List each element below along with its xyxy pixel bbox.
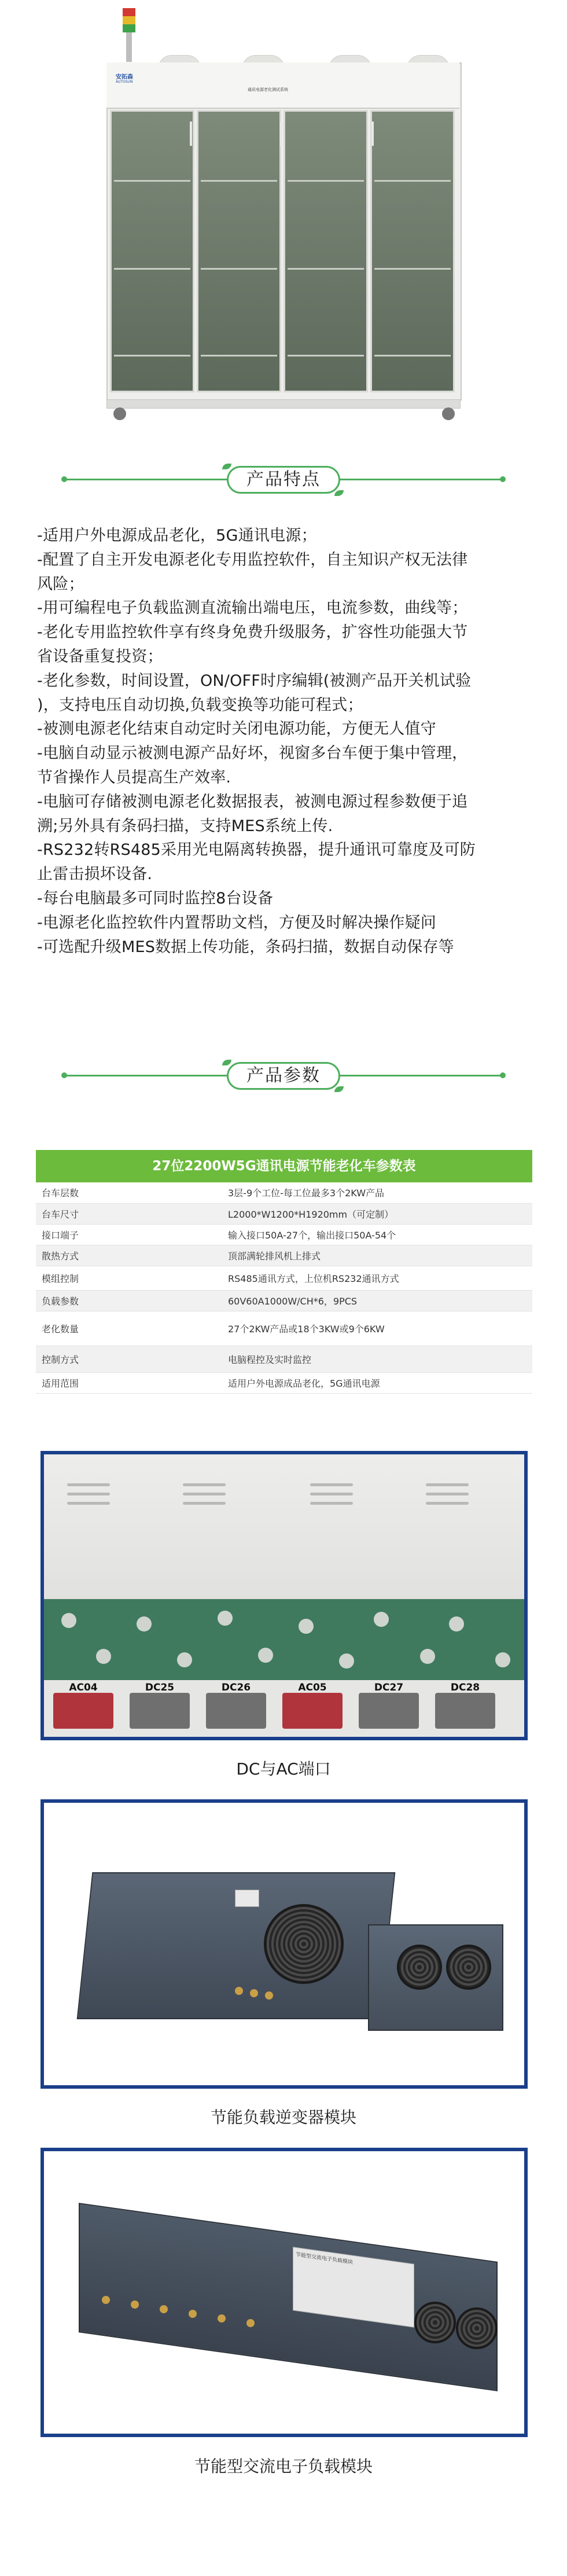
cabinet-door <box>110 110 194 392</box>
spec-plate <box>235 1890 259 1907</box>
feature-line: -被测电源老化结束自动定时关闭电源功能，方便无人值守 <box>37 720 436 738</box>
ports-caption: DC与AC端口 <box>236 1759 331 1778</box>
param-key: 接口端子 <box>36 1224 222 1245</box>
param-key: 老化数量 <box>36 1311 222 1346</box>
table-row <box>36 1224 532 1245</box>
vent-slot <box>67 1493 110 1495</box>
terminal-connector <box>160 2305 168 2313</box>
feature-line: -老化专用监控软件享有终身免费升级服务，扩容性功能强大节 <box>37 623 468 642</box>
features-heading-label: 产品特点 <box>227 466 340 494</box>
board-hole <box>61 1613 76 1628</box>
leaf-ornament-icon <box>334 490 344 496</box>
heading-dot <box>500 476 506 482</box>
vent-slot <box>183 1502 226 1505</box>
table-row <box>36 1182 532 1203</box>
port-label: DC27 <box>374 1682 404 1693</box>
features-heading <box>0 455 567 508</box>
shelf <box>201 268 277 270</box>
feature-line: -老化参数，时间设置，ON/OFF时序编辑(被测产品开关机试验 <box>37 671 472 690</box>
param-value: RS485通讯方式，上位机RS232通讯方式 <box>222 1266 532 1290</box>
feature-line: 溯;另外具有条码扫描，支持MES系统上传. <box>37 817 333 835</box>
feature-line: -适用户外电源成品老化，5G通讯电源； <box>37 527 317 545</box>
signal-lamp-yellow <box>123 16 135 24</box>
cabinet-label: 通讯电源老化测试系统 <box>248 87 288 92</box>
caster-wheel <box>442 407 455 420</box>
feature-line: -配置了自主开发电源老化专用监控软件，自主知识产权无法律 <box>37 550 468 569</box>
param-table <box>36 1150 532 1394</box>
leaf-ornament-icon <box>222 1060 231 1065</box>
param-key: 台车层数 <box>36 1182 222 1203</box>
table-row <box>36 1245 532 1266</box>
feature-line: )，支持电压自动切换,负载变换等功能可程式； <box>37 696 363 714</box>
param-value: 电脑程控及实时监控 <box>222 1346 532 1372</box>
cabinet-door <box>370 110 455 392</box>
heading-line-left <box>65 1075 228 1076</box>
table-row <box>36 1346 532 1372</box>
terminal-connector <box>218 2314 226 2323</box>
feature-line: -RS232转RS485采用光电隔离转换器，提升通讯可靠度及可防 <box>37 841 476 859</box>
table-row <box>36 1372 532 1393</box>
heading-line-left <box>65 479 228 480</box>
dc-port <box>359 1693 419 1729</box>
ports-photo-wall <box>44 1454 524 1599</box>
dc-port <box>130 1693 190 1729</box>
leaf-ornament-icon <box>334 1086 344 1092</box>
shelf <box>288 180 364 182</box>
feature-line: -用可编程电子负载监测直流输出端电压，电流参数，曲线等； <box>37 599 468 618</box>
cabinet-door <box>197 110 281 392</box>
terminal-connector <box>102 2296 110 2304</box>
cooling-fan-icon <box>456 2307 498 2349</box>
param-key: 散热方式 <box>36 1245 222 1266</box>
cabinet-door <box>284 110 368 392</box>
load-module-plate: 节能型交流电子负载模块 <box>293 2247 414 2328</box>
vent-slot <box>183 1483 226 1486</box>
load-caption: 节能型交流电子负载模块 <box>194 2457 373 2476</box>
aging-cabinet-photo <box>97 0 469 422</box>
vent-slot <box>67 1483 110 1486</box>
board-hole <box>218 1611 233 1626</box>
shelf <box>288 268 364 270</box>
cooling-fan-icon <box>397 1945 442 1990</box>
shelf <box>374 268 451 270</box>
shelf <box>114 355 190 357</box>
shelf <box>201 355 277 357</box>
port-label: AC05 <box>298 1682 327 1693</box>
shelf <box>114 180 190 182</box>
door-handle <box>190 122 192 146</box>
inverter-caption: 节能负载逆变器模块 <box>210 2108 356 2127</box>
heading-dot <box>500 1072 506 1078</box>
board-hole <box>449 1616 464 1631</box>
params-heading-label: 产品参数 <box>227 1062 340 1090</box>
feature-line: -可选配升级MES数据上传功能，条码扫描，数据自动保存等 <box>37 938 454 956</box>
board-hole <box>420 1649 435 1664</box>
heading-line-right <box>340 1075 503 1076</box>
board-hole <box>374 1612 389 1627</box>
param-value: 适用户外电源成品老化，5G通讯电源 <box>222 1372 532 1393</box>
board-hole <box>495 1652 510 1667</box>
dc-port <box>435 1693 495 1729</box>
param-value: 27个2KW产品或18个3KW或9个6KW <box>222 1311 532 1346</box>
port-label: DC25 <box>145 1682 175 1693</box>
port-label: DC28 <box>450 1682 480 1693</box>
feature-line: 风险； <box>37 575 84 593</box>
terminal-connector <box>131 2301 139 2309</box>
load-module-unit <box>79 2203 498 2391</box>
feature-line: 省设备重复投资； <box>37 647 163 666</box>
terminal-connector <box>235 1987 243 1995</box>
board-hole <box>339 1653 354 1669</box>
cabinet-top-panel <box>106 63 459 109</box>
shelf <box>201 180 277 182</box>
leaf-ornament-icon <box>222 464 231 469</box>
caster-wheel <box>113 407 126 420</box>
table-row <box>36 1266 532 1290</box>
shelf <box>288 355 364 357</box>
door-handle <box>280 122 282 146</box>
signal-lamp-red <box>123 8 135 16</box>
param-key: 控制方式 <box>36 1346 222 1372</box>
vent-slot <box>67 1502 110 1505</box>
param-value: 顶部满轮排风机上排式 <box>222 1245 532 1266</box>
ports-photo-board <box>44 1599 524 1680</box>
feature-line: 节省操作人员提高生产效率. <box>37 768 231 787</box>
inverter-photo-frame <box>41 1799 528 2089</box>
features-list <box>37 524 535 959</box>
cabinet-base <box>106 399 461 409</box>
terminal-connector <box>250 1989 258 1997</box>
param-value: 60V60A1000W/CH*6，9PCS <box>222 1290 532 1311</box>
door-handle <box>371 122 374 146</box>
port-label: AC04 <box>69 1682 98 1693</box>
vent-slot <box>426 1493 469 1495</box>
board-hole <box>299 1619 314 1634</box>
cooling-fan-icon <box>264 1904 344 1984</box>
param-value: 输入接口50A-27个，输出接口50A-54个 <box>222 1224 532 1245</box>
param-value: L2000*W1200*H1920mm（可定制） <box>222 1203 532 1224</box>
param-key: 适用范围 <box>36 1372 222 1393</box>
table-row <box>36 1203 532 1224</box>
vent-slot <box>310 1493 353 1495</box>
cooling-fan-icon <box>446 1945 491 1990</box>
board-hole <box>177 1652 192 1667</box>
feature-line: -每台电脑最多可同时监控8台设备 <box>37 889 274 907</box>
ac-port <box>282 1693 343 1729</box>
feature-line: -电源老化监控软件内置帮助文档，方便及时解决操作疑问 <box>37 913 436 932</box>
board-hole <box>258 1648 273 1663</box>
load-photo-frame <box>41 2148 528 2437</box>
param-key: 负载参数 <box>36 1290 222 1311</box>
param-value: 3层-9个工位-每工位最多3个2KW产品 <box>222 1182 532 1203</box>
feature-line: -电脑自动显示被测电源产品好坏，视窗多台车便于集中管理， <box>37 744 468 763</box>
vent-slot <box>183 1493 226 1495</box>
terminal-connector <box>246 2319 255 2327</box>
ports-photo-frame <box>41 1451 528 1740</box>
table-row <box>36 1311 532 1346</box>
params-heading <box>0 1052 567 1104</box>
board-hole <box>137 1616 152 1631</box>
param-key: 模组控制 <box>36 1266 222 1290</box>
signal-lamp-green <box>123 24 135 32</box>
vent-slot <box>310 1502 353 1505</box>
cabinet-brand: 安拓森 <box>116 74 133 80</box>
feature-line: 止雷击损坏设备. <box>37 865 153 884</box>
board-hole <box>96 1649 111 1664</box>
table-row <box>36 1290 532 1311</box>
param-key: 台车尺寸 <box>36 1203 222 1224</box>
feature-line: -电脑可存储被测电源老化数据报表，被测电源过程参数便于追 <box>37 792 468 811</box>
dc-port <box>206 1693 266 1729</box>
cooling-fan-icon <box>414 2302 456 2343</box>
shelf <box>374 355 451 357</box>
cabinet-brand-sub: AUTOSUN <box>116 80 133 84</box>
shelf <box>374 180 451 182</box>
port-label: DC26 <box>221 1682 251 1693</box>
vent-slot <box>426 1502 469 1505</box>
terminal-connector <box>189 2310 197 2318</box>
param-table-title: 27位2200W5G通讯电源节能老化车参数表 <box>36 1150 532 1182</box>
ac-port <box>53 1693 113 1729</box>
vent-slot <box>426 1483 469 1486</box>
terminal-connector <box>265 1991 273 2000</box>
vent-slot <box>310 1483 353 1486</box>
heading-line-right <box>340 479 503 480</box>
shelf <box>114 268 190 270</box>
